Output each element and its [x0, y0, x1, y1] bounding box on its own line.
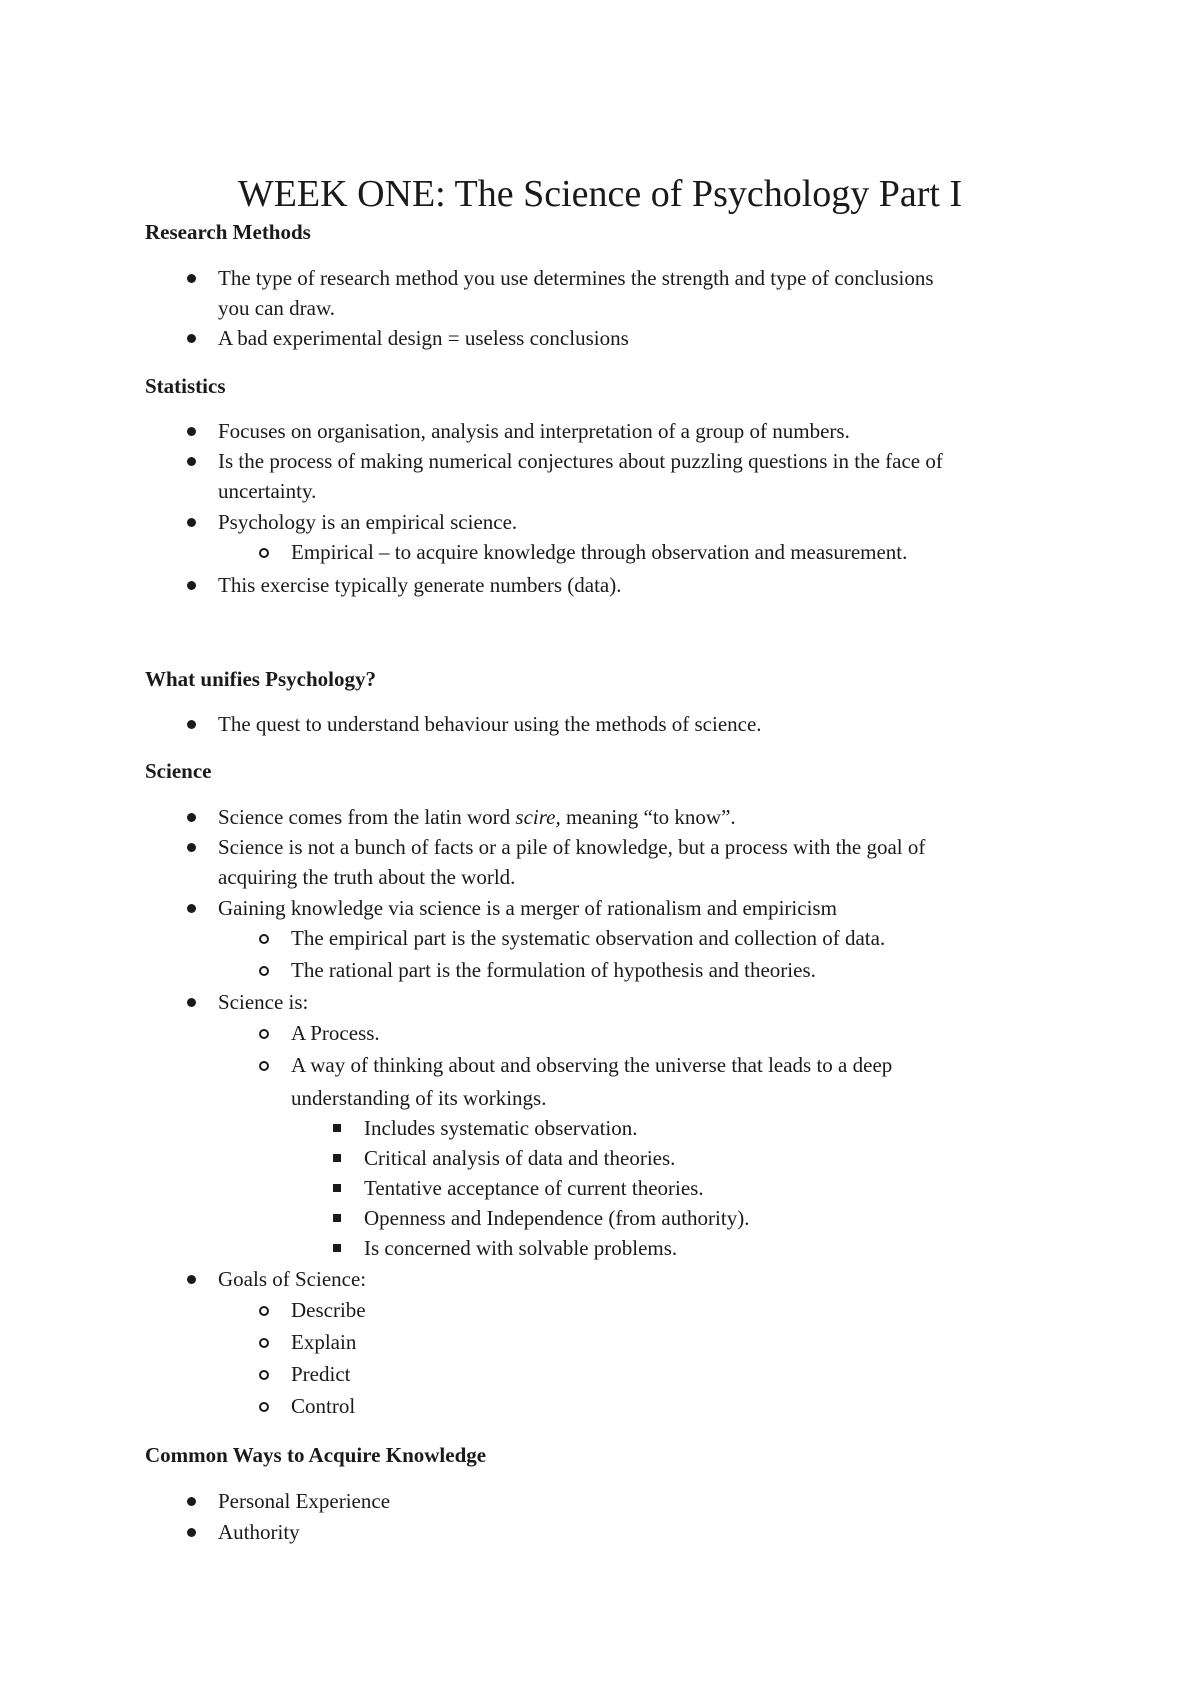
- bullet-dot-icon: [187, 274, 196, 283]
- list-item: Describe: [291, 1295, 366, 1325]
- bullet-circle-icon: [259, 1061, 269, 1071]
- list-item: Includes systematic observation.: [364, 1113, 638, 1143]
- list-item: The quest to understand behaviour using the methods of science.: [218, 709, 762, 739]
- bullet-dot-icon: [187, 334, 196, 343]
- list-item: Is the process of making numerical conjectures about puzzling questions in the face of uncertainty.: [218, 446, 943, 506]
- bullet-dot-icon: [187, 843, 196, 852]
- list-item: A Process.: [291, 1018, 380, 1048]
- list-item: A bad experimental design = useless conclusions: [218, 323, 629, 353]
- bullet-circle-icon: [259, 1306, 269, 1316]
- heading-science: Science: [145, 759, 212, 783]
- list-item: Authority: [218, 1517, 300, 1547]
- bullet-circle-icon: [259, 1370, 269, 1380]
- list-item: Gaining knowledge via science is a merger of rationalism and empiricism: [218, 893, 837, 923]
- list-item: A way of thinking about and observing the universe that leads to a deep understanding of its workings.: [291, 1050, 892, 1113]
- bullet-circle-icon: [259, 934, 269, 944]
- list-item: Psychology is an empirical science.: [218, 507, 517, 537]
- bullet-dot-icon: [187, 813, 196, 822]
- heading-statistics: Statistics: [145, 374, 226, 398]
- list-item: The rational part is the formulation of hypothesis and theories.: [291, 955, 816, 985]
- bullet-square-icon: [333, 1184, 341, 1192]
- list-item: The empirical part is the systematic observation and collection of data.: [291, 923, 885, 953]
- bullet-dot-icon: [187, 1528, 196, 1537]
- bullet-square-icon: [333, 1124, 341, 1132]
- bullet-dot-icon: [187, 581, 196, 590]
- bullet-circle-icon: [259, 966, 269, 976]
- bullet-dot-icon: [187, 1275, 196, 1284]
- list-item: Critical analysis of data and theories.: [364, 1143, 675, 1173]
- bullet-dot-icon: [187, 518, 196, 527]
- heading-what-unifies-psychology: What unifies Psychology?: [145, 667, 377, 691]
- bullet-circle-icon: [259, 1029, 269, 1039]
- bullet-dot-icon: [187, 1497, 196, 1506]
- list-item: Science comes from the latin word scire, meaning “to know”.: [218, 802, 736, 832]
- bullet-circle-icon: [259, 548, 269, 558]
- list-item: Tentative acceptance of current theories.: [364, 1173, 704, 1203]
- page-title: WEEK ONE: The Science of Psychology Part I: [237, 173, 963, 215]
- bullet-circle-icon: [259, 1402, 269, 1412]
- bullet-circle-icon: [259, 1338, 269, 1348]
- list-item: Personal Experience: [218, 1486, 390, 1516]
- list-item: Goals of Science:: [218, 1264, 366, 1294]
- list-item: Focuses on organisation, analysis and interpretation of a group of numbers.: [218, 416, 850, 446]
- list-item: This exercise typically generate numbers (data).: [218, 570, 622, 600]
- list-item: Is concerned with solvable problems.: [364, 1233, 677, 1263]
- bullet-dot-icon: [187, 904, 196, 913]
- bullet-dot-icon: [187, 998, 196, 1007]
- list-item: Empirical – to acquire knowledge through observation and measurement.: [291, 537, 907, 567]
- list-item: Control: [291, 1391, 355, 1421]
- list-item: Explain: [291, 1327, 356, 1357]
- heading-common-ways-to-acquire-knowledge: Common Ways to Acquire Knowledge: [145, 1443, 487, 1467]
- list-item: Science is not a bunch of facts or a pile of knowledge, but a process with the goal of acquiring the truth about the world.: [218, 832, 925, 892]
- list-item: Predict: [291, 1359, 350, 1389]
- bullet-square-icon: [333, 1154, 341, 1162]
- bullet-dot-icon: [187, 427, 196, 436]
- list-item: Science is:: [218, 987, 308, 1017]
- bullet-square-icon: [333, 1244, 341, 1252]
- heading-research-methods: Research Methods: [145, 220, 311, 244]
- bullet-dot-icon: [187, 457, 196, 466]
- bullet-square-icon: [333, 1214, 341, 1222]
- list-item: The type of research method you use determines the strength and type of conclusions you can draw.: [218, 263, 934, 323]
- bullet-dot-icon: [187, 720, 196, 729]
- list-item: Openness and Independence (from authority).: [364, 1203, 749, 1233]
